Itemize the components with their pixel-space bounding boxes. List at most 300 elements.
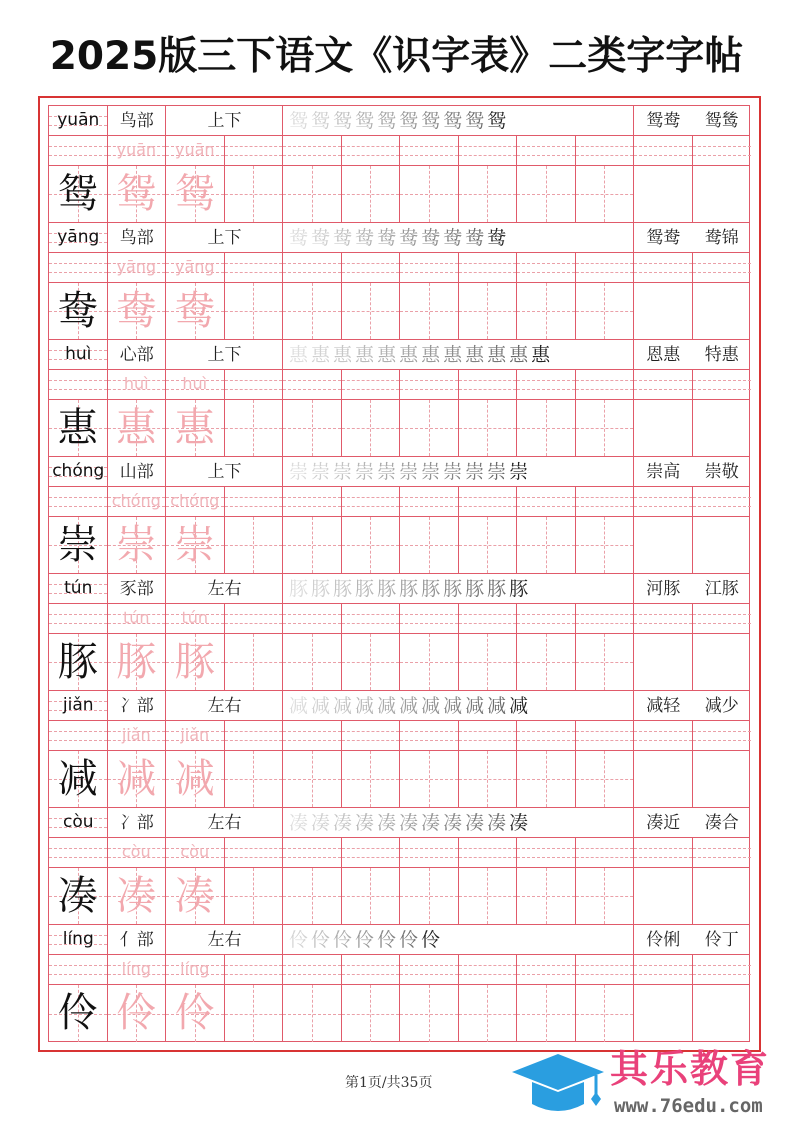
guide-line	[225, 974, 283, 975]
guide-line	[49, 272, 107, 273]
pinyin-cell	[342, 253, 401, 282]
stroke-step: 豚	[487, 578, 507, 600]
pinyin-cell	[400, 838, 459, 867]
brand-url: www.76edu.com	[614, 1095, 763, 1117]
guide-line	[342, 614, 400, 615]
guide-line	[225, 272, 283, 273]
pinyin-cell	[49, 487, 108, 516]
guide-line	[693, 614, 752, 615]
guide-line	[693, 146, 752, 147]
char-block	[49, 691, 749, 808]
character-cell	[342, 400, 401, 456]
word: 鸳鸯	[646, 228, 681, 248]
stroke-step: 鸳	[465, 110, 485, 132]
model-character: 减	[57, 756, 98, 802]
guide-line	[693, 740, 752, 741]
stroke-step: 豚	[333, 578, 353, 600]
character-cell	[517, 517, 576, 573]
radical-label: 心部	[119, 345, 154, 365]
trace-character: 惠	[116, 405, 157, 451]
pinyin-cell	[108, 838, 167, 867]
guide-line	[342, 155, 400, 156]
stroke-step: 豚	[421, 578, 441, 600]
pinyin-cell	[166, 370, 225, 399]
guide-line	[576, 740, 634, 741]
guide-line	[604, 751, 605, 807]
character-cell	[225, 634, 284, 690]
stroke-step: 凑	[465, 812, 485, 834]
pinyin-cell	[342, 136, 401, 165]
character-cell	[283, 400, 342, 456]
guide-line	[342, 389, 400, 390]
pinyin-practice-row	[49, 370, 749, 400]
pinyin-cell	[634, 487, 693, 516]
pinyin-label: líng	[62, 929, 94, 949]
guide-line	[225, 497, 283, 498]
guide-line	[429, 985, 430, 1042]
stroke-step: 减	[443, 695, 463, 717]
guide-line	[693, 497, 752, 498]
radical-label: 山部	[119, 462, 154, 482]
character-cell	[166, 166, 225, 222]
character-cell	[283, 868, 342, 924]
pinyin-cell	[517, 604, 576, 633]
pinyin-cell	[108, 604, 167, 633]
stroke-step: 崇	[399, 461, 419, 483]
guide-line	[400, 263, 458, 264]
stroke-step: 减	[333, 695, 353, 717]
stroke-step: 凑	[377, 812, 397, 834]
guide-line	[517, 389, 575, 390]
stroke-step: 凑	[399, 812, 419, 834]
guide-line	[576, 272, 634, 273]
pinyin-cell	[225, 253, 284, 282]
brand-name: 其乐教育	[610, 1047, 771, 1091]
character-cell	[400, 400, 459, 456]
stroke-step: 鸯	[311, 227, 331, 249]
guide-line	[342, 380, 400, 381]
guide-line	[400, 272, 458, 273]
radical-label: 冫部	[119, 813, 154, 833]
character-cell	[693, 517, 752, 573]
guide-line	[634, 614, 692, 615]
character-cell	[108, 283, 167, 339]
character-cell	[459, 634, 518, 690]
guide-line	[225, 155, 283, 156]
word: 凑合	[704, 813, 739, 833]
character-practice-row	[49, 517, 749, 574]
char-block	[49, 457, 749, 574]
character-cell	[108, 400, 167, 456]
pinyin-cell	[283, 604, 342, 633]
character-cell	[576, 283, 635, 339]
pinyin-cell	[400, 253, 459, 282]
character-cell	[517, 400, 576, 456]
guide-line	[634, 965, 692, 966]
guide-line	[225, 848, 283, 849]
guide-line	[49, 731, 107, 732]
guide-line	[400, 389, 458, 390]
word-list	[634, 925, 751, 955]
pinyin-cell	[576, 721, 635, 750]
guide-line	[576, 497, 634, 498]
character-cell	[108, 751, 167, 807]
guide-line	[342, 965, 400, 966]
guide-line	[370, 985, 371, 1042]
guide-line	[253, 400, 254, 456]
guide-line	[517, 506, 575, 507]
pinyin-trace: còu	[121, 842, 151, 861]
info-row	[49, 340, 749, 370]
pinyin-cell	[166, 955, 225, 984]
guide-line	[370, 634, 371, 690]
pinyin-cell	[108, 253, 167, 282]
stroke-step: 崇	[465, 461, 485, 483]
pinyin-practice-row	[49, 838, 749, 868]
guide-line	[342, 848, 400, 849]
guide-line	[604, 400, 605, 456]
guide-line	[693, 155, 752, 156]
guide-line	[400, 731, 458, 732]
pinyin-cell	[49, 253, 108, 282]
pinyin-cell	[517, 955, 576, 984]
guide-line	[400, 974, 458, 975]
stroke-step: 伶	[333, 929, 353, 951]
guide-line	[400, 740, 458, 741]
guide-line	[487, 283, 488, 339]
model-character: 崇	[57, 522, 98, 568]
pinyin-cell	[517, 721, 576, 750]
stroke-step: 鸯	[289, 227, 309, 249]
word-list	[634, 106, 751, 136]
guide-line	[546, 751, 547, 807]
character-cell	[166, 868, 225, 924]
guide-line	[546, 400, 547, 456]
guide-line	[576, 848, 634, 849]
guide-line	[49, 155, 107, 156]
character-cell	[400, 985, 459, 1042]
guide-line	[634, 146, 692, 147]
pinyin-cell	[225, 721, 284, 750]
character-cell	[634, 517, 693, 573]
guide-line	[370, 868, 371, 924]
pinyin-trace: còu	[180, 842, 210, 861]
word: 崇敬	[704, 462, 739, 482]
guide-line	[400, 146, 458, 147]
trace-character: 凑	[174, 873, 215, 919]
stroke-step: 鸳	[377, 110, 397, 132]
trace-character: 豚	[116, 639, 157, 685]
pinyin-trace: yuān	[116, 140, 157, 159]
stroke-step: 豚	[311, 578, 331, 600]
guide-line	[634, 389, 692, 390]
character-cell	[693, 400, 752, 456]
pinyin-practice-row	[49, 604, 749, 634]
guide-line	[342, 497, 400, 498]
guide-line	[283, 614, 341, 615]
pinyin-trace: líng	[121, 959, 151, 978]
guide-line	[342, 623, 400, 624]
pinyin-cell	[693, 721, 752, 750]
character-cell	[283, 634, 342, 690]
guide-line	[459, 623, 517, 624]
guide-line	[49, 623, 107, 624]
pinyin-practice-row	[49, 253, 749, 283]
pinyin-cell	[225, 604, 284, 633]
character-cell	[576, 751, 635, 807]
guide-line	[576, 974, 634, 975]
character-cell	[634, 283, 693, 339]
pinyin-cell	[693, 604, 752, 633]
stroke-step: 惠	[289, 344, 309, 366]
guide-line	[400, 857, 458, 858]
guide-line	[693, 848, 752, 849]
structure-label: 上下	[207, 228, 242, 248]
guide-line	[604, 517, 605, 573]
guide-line	[400, 380, 458, 381]
stroke-step: 凑	[509, 812, 529, 834]
guide-line	[576, 857, 634, 858]
pinyin-cell	[342, 721, 401, 750]
word: 减少	[704, 696, 739, 716]
pinyin-cell	[108, 955, 167, 984]
guide-line	[634, 731, 692, 732]
stroke-step: 鸳	[311, 110, 331, 132]
info-row	[49, 574, 749, 604]
trace-character: 减	[116, 756, 157, 802]
character-cell	[693, 166, 752, 222]
guide-line	[342, 263, 400, 264]
pinyin-trace: chóng	[111, 491, 161, 510]
character-cell	[49, 283, 108, 339]
character-cell	[108, 868, 167, 924]
pinyin-cell	[517, 136, 576, 165]
character-cell	[225, 868, 284, 924]
info-row	[49, 691, 749, 721]
pinyin-cell	[693, 838, 752, 867]
stroke-step: 鸳	[399, 110, 419, 132]
stroke-step: 惠	[465, 344, 485, 366]
pinyin-cell	[49, 955, 108, 984]
guide-line	[576, 389, 634, 390]
pinyin-cell	[166, 253, 225, 282]
guide-line	[517, 272, 575, 273]
stroke-order	[285, 574, 528, 604]
guide-line	[253, 283, 254, 339]
char-block	[49, 574, 749, 691]
guide-line	[546, 283, 547, 339]
stroke-step: 豚	[443, 578, 463, 600]
stroke-step: 凑	[443, 812, 463, 834]
pinyin-cell	[166, 487, 225, 516]
character-cell	[634, 166, 693, 222]
word: 特惠	[704, 345, 739, 365]
guide-line	[517, 263, 575, 264]
character-cell	[283, 751, 342, 807]
character-cell	[517, 634, 576, 690]
character-cell	[693, 751, 752, 807]
word: 恩惠	[646, 345, 681, 365]
guide-line	[459, 857, 517, 858]
character-cell	[283, 166, 342, 222]
character-practice-row	[49, 400, 749, 457]
guide-line	[312, 751, 313, 807]
character-cell	[634, 634, 693, 690]
pinyin-cell	[166, 136, 225, 165]
guide-line	[370, 283, 371, 339]
pinyin-cell	[49, 721, 108, 750]
guide-line	[283, 731, 341, 732]
guide-line	[370, 166, 371, 222]
character-cell	[517, 166, 576, 222]
guide-line	[49, 380, 107, 381]
trace-character: 豚	[174, 639, 215, 685]
word-list	[634, 223, 751, 253]
character-cell	[634, 868, 693, 924]
pinyin-cell	[400, 955, 459, 984]
guide-line	[342, 974, 400, 975]
guide-line	[370, 751, 371, 807]
word: 江豚	[704, 579, 739, 599]
pinyin-cell	[400, 136, 459, 165]
pinyin-cell	[459, 370, 518, 399]
guide-line	[693, 272, 752, 273]
stroke-step: 崇	[377, 461, 397, 483]
page-number: 第1页/共35页	[345, 1075, 433, 1091]
guide-line	[283, 272, 341, 273]
character-cell	[459, 517, 518, 573]
character-cell	[400, 868, 459, 924]
guide-line	[49, 974, 107, 975]
trace-character: 伶	[116, 990, 157, 1036]
radical-label: 鸟部	[119, 228, 154, 248]
pinyin-cell	[400, 487, 459, 516]
pinyin-cell	[576, 370, 635, 399]
guide-line	[693, 731, 752, 732]
guide-line	[487, 517, 488, 573]
character-cell	[400, 166, 459, 222]
guide-line	[604, 634, 605, 690]
pinyin-trace: jiǎn	[180, 725, 210, 744]
character-cell	[49, 985, 108, 1042]
stroke-order	[285, 223, 506, 253]
word-list	[634, 574, 751, 604]
guide-line	[634, 740, 692, 741]
stroke-step: 崇	[509, 461, 529, 483]
pinyin-label: yuān	[57, 110, 100, 130]
stroke-step: 崇	[355, 461, 375, 483]
guide-line	[576, 146, 634, 147]
stroke-step: 惠	[377, 344, 397, 366]
guide-line	[634, 263, 692, 264]
guide-line	[312, 634, 313, 690]
pinyin-cell	[342, 955, 401, 984]
character-cell	[342, 517, 401, 573]
pinyin-label: còu	[62, 812, 94, 832]
stroke-step: 鸳	[289, 110, 309, 132]
guide-line	[253, 985, 254, 1042]
pinyin-cell	[108, 370, 167, 399]
stroke-step: 豚	[509, 578, 529, 600]
pinyin-cell	[459, 487, 518, 516]
guide-line	[487, 634, 488, 690]
stroke-step: 减	[355, 695, 375, 717]
guide-line	[693, 623, 752, 624]
info-row	[49, 925, 749, 955]
word: 鸳鸯	[646, 111, 681, 131]
stroke-step: 减	[399, 695, 419, 717]
guide-line	[225, 146, 283, 147]
structure-label: 左右	[207, 696, 242, 716]
guide-line	[459, 263, 517, 264]
word: 减轻	[646, 696, 681, 716]
stroke-step: 豚	[377, 578, 397, 600]
pinyin-cell	[400, 721, 459, 750]
character-cell	[108, 985, 167, 1042]
pinyin-cell	[576, 955, 635, 984]
pinyin-cell	[49, 370, 108, 399]
pinyin-cell	[283, 136, 342, 165]
pinyin-cell	[108, 136, 167, 165]
pinyin-cell	[225, 487, 284, 516]
guide-line	[400, 965, 458, 966]
pinyin-cell	[517, 487, 576, 516]
guide-line	[693, 857, 752, 858]
structure-label: 上下	[207, 345, 242, 365]
pinyin-trace: jiǎn	[121, 725, 151, 744]
guide-line	[576, 614, 634, 615]
radical-label: 鸟部	[119, 111, 154, 131]
guide-line	[459, 389, 517, 390]
pinyin-cell	[225, 838, 284, 867]
guide-line	[487, 868, 488, 924]
character-cell	[342, 166, 401, 222]
char-block	[49, 925, 749, 1042]
guide-line	[487, 985, 488, 1042]
guide-line	[49, 614, 107, 615]
structure-label: 左右	[207, 930, 242, 950]
character-cell	[342, 868, 401, 924]
guide-line	[370, 400, 371, 456]
guide-line	[576, 965, 634, 966]
pinyin-cell	[576, 253, 635, 282]
stroke-step: 惠	[443, 344, 463, 366]
guide-line	[49, 848, 107, 849]
stroke-step: 凑	[421, 812, 441, 834]
page-title: 2025版三下语文《识字表》二类字字帖	[49, 34, 744, 79]
character-cell	[634, 400, 693, 456]
guide-line	[634, 848, 692, 849]
pinyin-cell	[283, 721, 342, 750]
practice-grid	[48, 105, 750, 1042]
character-cell	[225, 985, 284, 1042]
pinyin-cell	[459, 955, 518, 984]
guide-line	[225, 623, 283, 624]
pinyin-trace: chóng	[170, 491, 220, 510]
stroke-step: 鸯	[355, 227, 375, 249]
stroke-step: 惠	[487, 344, 507, 366]
guide-line	[517, 623, 575, 624]
pinyin-practice-row	[49, 955, 749, 985]
word-list	[634, 808, 751, 838]
stroke-step: 鸳	[355, 110, 375, 132]
guide-line	[546, 166, 547, 222]
stroke-step: 崇	[487, 461, 507, 483]
word: 凑近	[646, 813, 681, 833]
char-block	[49, 223, 749, 340]
guide-line	[429, 517, 430, 573]
pinyin-cell	[693, 487, 752, 516]
